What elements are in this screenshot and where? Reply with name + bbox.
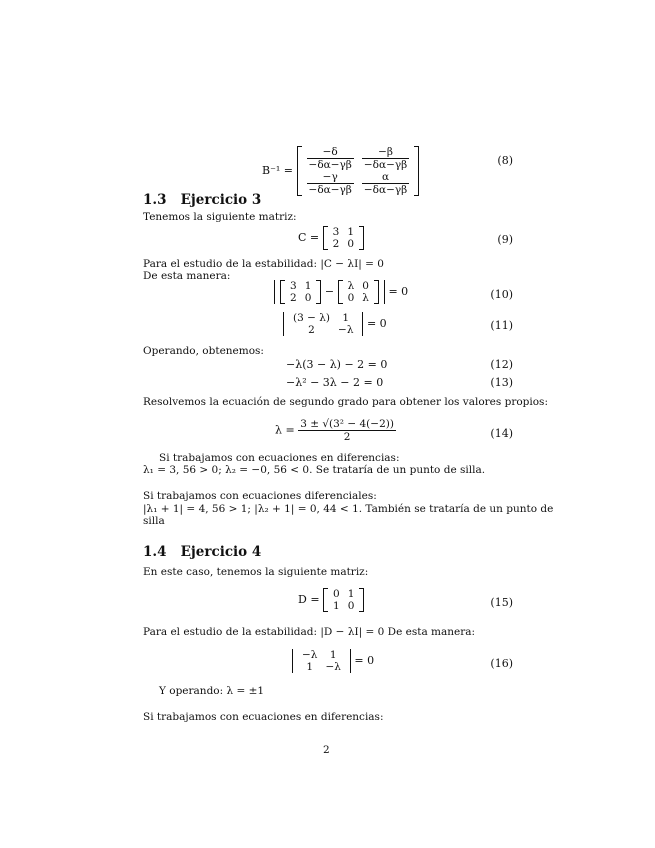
paragraph: Para el estudio de la estabilidad: |D − λI| = 0 De esta manera: bbox=[143, 626, 476, 638]
matrix-cell: λ bbox=[347, 280, 355, 292]
matrix-cell: 2 bbox=[332, 238, 340, 250]
eq8-a12-num: −β bbox=[362, 146, 409, 159]
matrix-cell: −λ bbox=[338, 324, 354, 336]
equation-16 bbox=[292, 649, 374, 673]
eq10-rhs: = 0 bbox=[388, 285, 409, 298]
eq11-rhs: = 0 bbox=[366, 317, 387, 330]
matrix-cell: 1 bbox=[347, 588, 355, 600]
eq8-a11-den: −δα−γβ bbox=[308, 159, 352, 171]
section-number: 1.3 bbox=[143, 192, 167, 208]
matrix-cell: 0 bbox=[333, 588, 340, 600]
paragraph: Resolvemos la ecuación de segundo grado para obtener los valores propios: bbox=[143, 396, 548, 408]
paragraph: Tenemos la siguiente matriz: bbox=[143, 211, 297, 223]
eq8-lhs: B⁻¹ = bbox=[262, 164, 294, 177]
paragraph: Y operando: λ = ±1 bbox=[159, 685, 265, 697]
eq8-a21-num: −γ bbox=[307, 171, 354, 184]
matrix-cell: 2 bbox=[290, 292, 297, 304]
eq8-matrix bbox=[297, 146, 420, 196]
equation-12: −λ(3 − λ) − 2 = 0 bbox=[286, 358, 388, 371]
matrix-cell: λ bbox=[362, 292, 369, 304]
matrix-cell: 1 bbox=[304, 280, 312, 292]
matrix-cell: 0 bbox=[362, 280, 369, 292]
matrix-cell: 1 bbox=[306, 661, 314, 673]
equation-15 bbox=[298, 588, 364, 612]
equation-8 bbox=[262, 146, 419, 196]
eq8-a21-den: −δα−γβ bbox=[308, 184, 352, 196]
eq9-lhs: C = bbox=[298, 231, 320, 244]
paragraph: Si trabajamos con ecuaciones en diferencias: bbox=[159, 452, 400, 464]
matrix-cell: 3 bbox=[332, 226, 340, 238]
paragraph: Para el estudio de la estabilidad: |C − λI| = 0 bbox=[143, 258, 384, 270]
eq8-a22-den: −δα−γβ bbox=[363, 184, 408, 196]
matrix-cell: 1 bbox=[342, 312, 350, 324]
equation-11 bbox=[283, 312, 387, 336]
eq11-determinant bbox=[283, 312, 363, 336]
eq15-number: (15) bbox=[490, 596, 513, 609]
eq8-a11-num: −δ bbox=[307, 146, 354, 159]
paragraph: Operando, obtenemos: bbox=[143, 345, 264, 357]
section-number: 1.4 bbox=[143, 544, 167, 560]
section-heading-1-4 bbox=[143, 544, 261, 560]
matrix-cell: 1 bbox=[329, 649, 337, 661]
matrix-cell: 2 bbox=[308, 324, 315, 336]
matrix-cell: 1 bbox=[333, 600, 340, 612]
eq16-rhs: = 0 bbox=[354, 654, 375, 667]
page-number: 2 bbox=[323, 744, 330, 756]
eq10-number: (10) bbox=[490, 288, 513, 301]
equation-9 bbox=[298, 226, 364, 250]
matrix-cell: 3 bbox=[290, 280, 297, 292]
eq15-matrix bbox=[323, 588, 364, 612]
matrix-cell: (3 − λ) bbox=[293, 312, 331, 324]
matrix-cell: 0 bbox=[347, 238, 355, 250]
eq9-matrix bbox=[323, 226, 364, 250]
matrix-cell: −λ bbox=[325, 661, 341, 673]
eq10-determinant bbox=[274, 280, 385, 304]
section-title: Ejercicio 3 bbox=[180, 192, 262, 208]
eq13-number: (13) bbox=[490, 376, 513, 389]
paragraph: silla bbox=[143, 515, 165, 527]
minus-sign: − bbox=[324, 285, 335, 298]
eq14-lhs: λ = bbox=[275, 423, 295, 437]
paragraph: λ₁ = 3, 56 > 0; λ₂ = −0, 56 < 0. Se trataría de un punto de silla. bbox=[143, 464, 486, 476]
equation-14 bbox=[275, 418, 396, 443]
eq9-number: (9) bbox=[497, 233, 513, 246]
eq14-number: (14) bbox=[490, 427, 513, 440]
paragraph: Si trabajamos con ecuaciones en diferencias: bbox=[143, 711, 384, 723]
equation-10 bbox=[274, 280, 408, 304]
matrix-cell: −λ bbox=[302, 649, 318, 661]
eq8-number: (8) bbox=[497, 154, 513, 167]
paragraph: Si trabajamos con ecuaciones diferenciales: bbox=[143, 490, 377, 502]
paragraph: En este caso, tenemos la siguiente matriz: bbox=[143, 566, 369, 578]
eq16-number: (16) bbox=[490, 657, 513, 670]
matrix-cell: 0 bbox=[347, 292, 355, 304]
paragraph: |λ₁ + 1| = 4, 56 > 1; |λ₂ + 1| = 0, 44 < 1. También se trataría de un punto de bbox=[143, 503, 554, 515]
eq12-number: (12) bbox=[490, 358, 513, 371]
eq15-lhs: D = bbox=[298, 593, 320, 606]
eq16-determinant bbox=[292, 649, 351, 673]
eq8-a12-den: −δα−γβ bbox=[363, 159, 408, 171]
matrix-cell: 1 bbox=[347, 226, 355, 238]
matrix-cell: 0 bbox=[304, 292, 312, 304]
equation-13: −λ² − 3λ − 2 = 0 bbox=[286, 376, 384, 389]
section-title: Ejercicio 4 bbox=[180, 544, 262, 560]
eq14-numerator: 3 ± √(3² − 4(−2)) bbox=[300, 418, 394, 430]
eq14-denominator: 2 bbox=[343, 431, 351, 443]
paragraph: De esta manera: bbox=[143, 270, 231, 282]
eq11-number: (11) bbox=[490, 319, 513, 332]
section-heading-1-3 bbox=[143, 192, 261, 208]
matrix-cell: 0 bbox=[347, 600, 355, 612]
eq8-a22-num: α bbox=[362, 171, 409, 184]
